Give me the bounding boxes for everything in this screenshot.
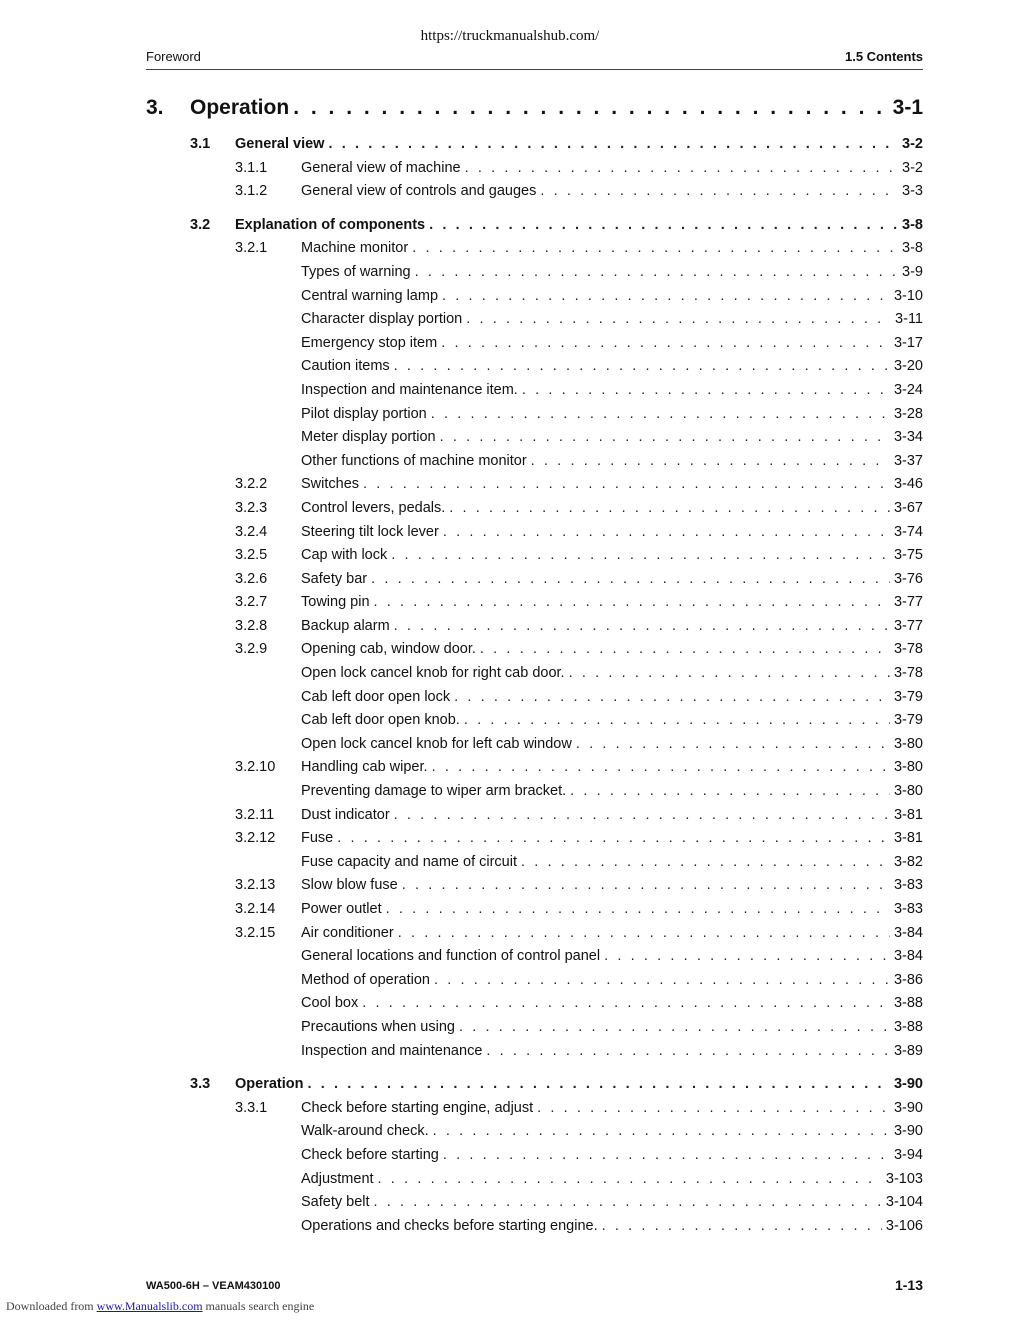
toc-entry-page: 3-79 [893,712,923,729]
toc-entry-number: 3.2.15 [235,924,276,941]
toc-entry-title: Machine monitor [301,240,409,257]
toc-entry-title: Fuse [301,830,334,847]
dot-leader [441,335,890,351]
toc-entry-title: Precautions when using [301,1018,455,1035]
dot-leader [431,406,890,422]
toc-entry-title: Dust indicator [301,806,390,823]
toc-entry-page: 3-103 [885,1170,923,1187]
dot-leader [394,358,890,374]
toc-entry-page: 3-79 [893,688,923,705]
toc-entry-page: 3-24 [893,381,923,398]
toc-entry-title: Cab left door open knob. [301,712,460,729]
toc-entry[interactable] [146,136,923,160]
toc-entry-page: 3-78 [893,641,923,658]
dot-leader [569,665,890,681]
toc-entry-page: 3-106 [885,1217,923,1234]
toc-entry-page: 3-78 [893,665,923,682]
toc-entry[interactable] [146,382,923,406]
toc-entry-page: 3-82 [893,853,923,870]
toc-entry[interactable] [146,948,923,972]
toc-entry-number: 3.1 [190,136,211,152]
toc-entry-number: 3.2.13 [235,877,276,894]
dot-leader [363,476,890,492]
toc-entry-page: 3-94 [893,1146,923,1163]
toc-entry-number: 3.2.7 [235,594,268,611]
toc-entry-page: 3-81 [893,830,923,847]
toc-entry[interactable] [146,736,923,760]
dot-leader [602,1218,882,1234]
toc-entry[interactable] [146,1100,923,1124]
dot-leader [394,618,890,634]
toc-entry-page: 3-88 [893,1018,923,1035]
toc-entry-title: Cap with lock [301,547,388,564]
toc-entry-page: 3-90 [893,1099,923,1116]
toc-entry[interactable] [146,759,923,783]
download-suffix: manuals search engine [205,1299,315,1313]
toc-entry[interactable] [146,264,923,288]
toc-entry-title: Handling cab wiper. [301,759,428,776]
toc-entry-title: Cab left door open lock [301,688,451,705]
toc-entry-page: 3-37 [893,452,923,469]
toc-entry-title: Emergency stop item [301,334,438,351]
model-code: WA500-6H – VEAM430100 [146,1280,281,1292]
toc-entry-page: 3-3 [902,183,923,200]
toc-entry-title: General view [235,136,325,152]
toc-entry-page: 3-75 [893,547,923,564]
toc-entry[interactable] [146,429,923,453]
toc-entry-page: 3-8 [902,216,923,233]
dot-leader [391,547,890,563]
toc-entry-page: 3-77 [893,617,923,634]
toc-entry-number: 3.2.8 [235,617,268,634]
page-number: 1-13 [894,1277,923,1293]
toc-entry-number: 3.2.10 [235,759,276,776]
toc-entry-page: 3-10 [893,287,923,304]
toc-entry-title: Caution items [301,358,390,375]
toc-entry[interactable] [146,500,923,524]
toc-entry-number: 3.1.2 [235,183,268,200]
table-of-contents [146,136,923,1241]
toc-entry-title: Towing pin [301,594,370,611]
toc-entry-page: 3-46 [893,476,923,493]
dot-leader [531,453,890,469]
chapter-title: Operation [190,96,290,119]
toc-entry-title: Control levers, pedals. [301,499,446,516]
toc-entry[interactable] [146,972,923,996]
page-header [146,49,923,70]
source-url: https://truckmanualshub.com/ [420,28,600,44]
dot-leader [307,1076,889,1092]
dot-leader [371,571,890,587]
toc-entry-title: Character display portion [301,311,463,328]
dot-leader [362,995,890,1011]
toc-entry-page: 3-9 [902,263,923,280]
toc-entry-page: 3-80 [893,759,923,776]
toc-entry-title: Backup alarm [301,617,390,634]
dot-leader [443,1147,890,1163]
toc-entry-title: Method of operation [301,971,430,988]
toc-entry-title: Adjustment [301,1170,374,1187]
dot-leader [466,311,891,327]
toc-entry-title: Check before starting [301,1146,439,1163]
toc-entry-title: Meter display portion [301,429,436,446]
toc-entry[interactable] [146,183,923,207]
dot-leader [443,524,890,540]
toc-entry-number: 3.2.14 [235,901,276,917]
toc-entry-page: 3-76 [893,570,923,587]
toc-entry-title: Power outlet [301,901,382,917]
toc-entry-page: 3-84 [893,948,923,965]
toc-entry-page: 3-80 [893,783,923,800]
dot-leader [540,183,898,199]
toc-entry[interactable] [146,712,923,736]
dot-leader [415,264,898,280]
toc-entry-number: 3.2 [190,216,211,233]
toc-entry-title: Types of warning [301,263,411,280]
toc-entry-page: 3-77 [893,594,923,611]
toc-entry-title: Open lock cancel knob for right cab door. [301,665,565,682]
chapter-heading [146,96,923,124]
toc-entry-number: 3.2.2 [235,476,268,493]
toc-entry-title: Switches [301,476,360,493]
dot-leader [570,783,890,799]
dot-leader [465,160,898,176]
toc-entry-title: Operation [235,1076,304,1093]
toc-entry-page: 3-84 [893,924,923,941]
toc-entry-number: 3.3.1 [235,1099,268,1116]
dot-leader [432,759,890,775]
toc-entry-title: General locations and function of control panel [301,948,601,965]
toc-entry-number: 3.2.11 [235,806,275,823]
download-notice [6,1299,314,1314]
toc-entry[interactable] [146,476,923,500]
toc-entry-title: Operations and checks before starting engine. [301,1217,598,1234]
toc-entry-title: Inspection and maintenance item. [301,381,518,398]
dot-leader [394,807,890,823]
toc-entry-title: Other functions of machine monitor [301,452,527,469]
toc-entry[interactable] [146,641,923,665]
toc-entry-page: 3-83 [893,901,923,917]
dot-leader [434,972,890,988]
toc-entry-title: Explanation of components [235,216,426,233]
header-contents: 1.5 Contents [844,49,923,64]
toc-entry-page: 3-28 [893,405,923,422]
toc-entry-page: 3-83 [893,877,923,894]
download-prefix: Downloaded from [6,1299,94,1313]
dot-leader [433,1123,890,1139]
toc-entry-number: 3.2.9 [235,641,268,658]
dot-leader [378,1171,882,1187]
dot-leader [464,712,890,728]
manualslib-link[interactable]: www.Manualslib.com [96,1299,203,1313]
toc-entry[interactable] [146,524,923,548]
toc-entry[interactable] [146,807,923,831]
toc-entry[interactable] [146,783,923,807]
toc-entry-page: 3-104 [885,1194,923,1211]
toc-entry[interactable] [146,358,923,382]
toc-entry[interactable] [146,901,923,925]
dot-leader [459,1019,890,1035]
dot-leader [576,736,890,752]
dot-leader [537,1100,890,1116]
dot-leader [429,217,898,233]
toc-entry-page: 3-11 [895,311,923,328]
toc-entry-page: 3-8 [902,240,923,257]
toc-entry-page: 3-34 [893,429,923,446]
toc-entry-title: Inspection and maintenance [301,1042,483,1059]
page-footer [146,1277,923,1297]
header-section: Foreword [146,49,201,64]
toc-entry-page: 3-88 [893,995,923,1012]
toc-entry-number: 3.2.4 [235,523,268,540]
dot-leader [337,830,890,846]
toc-entry-page: 3-2 [902,136,923,152]
toc-entry[interactable] [146,877,923,901]
toc-entry-title: Safety bar [301,570,368,587]
toc-entry[interactable] [146,995,923,1019]
toc-entry-page: 3-2 [902,159,923,176]
toc-entry[interactable] [146,1076,923,1100]
toc-entry[interactable] [146,594,923,618]
toc-entry-number: 3.2.6 [235,570,268,587]
toc-entry[interactable] [146,1171,923,1195]
toc-entry-title: Preventing damage to wiper arm bracket. [301,783,567,800]
toc-entry[interactable] [146,288,923,312]
dot-leader [412,240,898,256]
toc-entry-title: Opening cab, window door. [301,641,476,658]
dot-leader [449,500,890,516]
toc-entry[interactable] [146,1194,923,1218]
toc-entry-number: 3.2.1 [235,240,268,257]
toc-entry[interactable] [146,1019,923,1043]
toc-entry[interactable] [146,1218,923,1242]
toc-entry[interactable] [146,1147,923,1171]
toc-entry-page: 3-86 [893,971,923,988]
dot-leader [328,136,898,152]
toc-entry-page: 3-89 [893,1042,923,1059]
dot-leader [374,1194,882,1210]
toc-entry-number: 3.3 [190,1076,211,1093]
toc-entry[interactable] [146,217,923,241]
toc-entry-page: 3-20 [893,358,923,375]
toc-entry[interactable] [146,854,923,878]
toc-entry-number: 3.2.12 [235,830,276,847]
toc-entry-title: Fuse capacity and name of circuit [301,853,517,870]
toc-entry[interactable] [146,453,923,477]
chapter-number: 3. [146,96,164,119]
toc-entry-page: 3-17 [893,334,923,351]
toc-entry[interactable] [146,547,923,571]
toc-entry[interactable] [146,406,923,430]
dot-leader [402,877,890,893]
toc-entry-title: Cool box [301,995,359,1012]
toc-entry-title: Slow blow fuse [301,877,398,894]
toc-entry[interactable] [146,665,923,689]
toc-entry-page: 3-74 [893,523,923,540]
dot-leader [521,854,890,870]
toc-entry-title: Central warning lamp [301,287,439,304]
dot-leader [454,689,890,705]
dot-leader [604,948,890,964]
toc-entry-page: 3-67 [893,499,923,516]
toc-entry-page: 3-90 [893,1076,923,1093]
toc-entry[interactable] [146,830,923,854]
toc-entry-page: 3-81 [893,806,923,823]
dot-leader [293,96,888,120]
toc-entry[interactable] [146,1123,923,1147]
toc-entry-title: Check before starting engine, adjust [301,1099,534,1116]
toc-entry-title: Pilot display portion [301,405,427,422]
toc-entry[interactable] [146,1043,923,1067]
toc-entry-title: General view of controls and gauges [301,183,537,200]
toc-entry-title: Safety belt [301,1194,370,1211]
toc-entry-title: Walk-around check. [301,1123,429,1140]
toc-entry-title: Open lock cancel knob for left cab window [301,735,572,752]
toc-entry[interactable] [146,311,923,335]
toc-entry[interactable] [146,571,923,595]
toc-entry[interactable] [146,240,923,264]
toc-entry-number: 3.2.3 [235,499,268,516]
toc-entry[interactable] [146,618,923,642]
toc-entry-title: Steering tilt lock lever [301,523,439,540]
dot-leader [442,288,890,304]
toc-entry[interactable] [146,335,923,359]
toc-entry-page: 3-90 [893,1123,923,1140]
toc-entry-number: 3.2.5 [235,547,268,564]
chapter-page: 3-1 [892,96,923,119]
dot-leader [374,594,890,610]
dot-leader [486,1043,890,1059]
dot-leader [386,901,890,917]
toc-entry[interactable] [146,689,923,713]
toc-entry[interactable] [146,160,923,184]
toc-entry[interactable] [146,925,923,949]
toc-entry-number: 3.1.1 [235,159,268,176]
dot-leader [480,641,890,657]
toc-entry-title: Air conditioner [301,924,394,941]
toc-entry-page: 3-80 [893,735,923,752]
toc-entry-title: General view of machine [301,159,461,176]
dot-leader [398,925,890,941]
dot-leader [522,382,890,398]
dot-leader [440,429,890,445]
